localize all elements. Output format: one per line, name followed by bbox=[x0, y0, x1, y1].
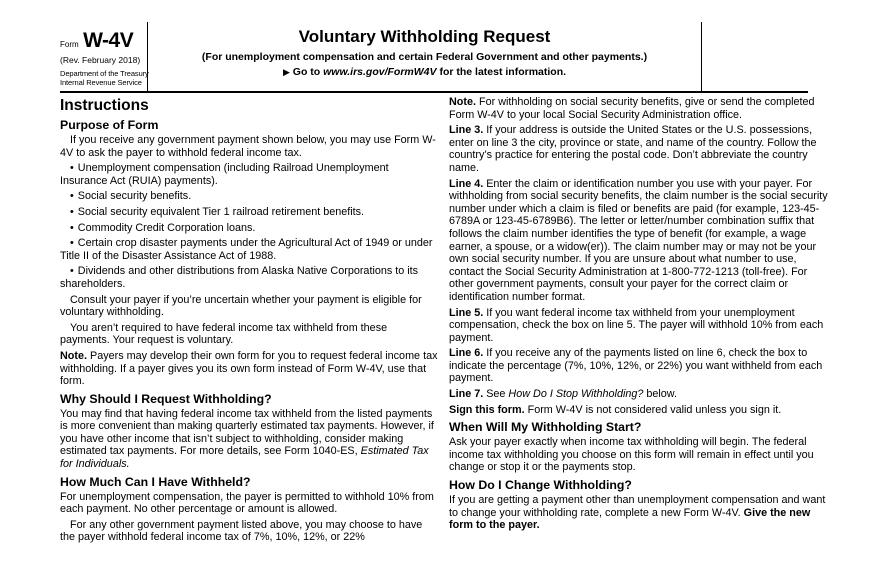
form-number-line bbox=[60, 29, 147, 53]
form-header-empty-cell bbox=[702, 22, 808, 91]
goto-line bbox=[148, 66, 701, 78]
goto-post-text: for the latest information. bbox=[439, 66, 567, 78]
line5-text: If you want federal income tax withheld from your unemployment compensation, check the box on line 5. The payer will withhold 10% from each payment. bbox=[449, 306, 824, 344]
sign-text: Form W-4V is not considered valid unless you sign it. bbox=[527, 403, 782, 416]
form-number: W-4V bbox=[83, 29, 134, 52]
instructions-body bbox=[60, 96, 828, 547]
purpose-intro-paragraph: If you receive any government payment shown below, you may use Form W-4V to ask the payer to withhold federal income tax. bbox=[60, 134, 436, 159]
department-block bbox=[60, 69, 147, 87]
sign-lead: Sign this form. bbox=[449, 403, 525, 416]
line7-cross-reference: How Do I Stop Withholding? bbox=[508, 388, 644, 401]
bullet-icon: • bbox=[70, 205, 74, 218]
goto-url-text: www.irs.gov/FormW4V bbox=[323, 66, 437, 78]
line3-lead: Line 3. bbox=[449, 124, 484, 137]
pub-title-italic: Estimated Tax for Individuals. bbox=[60, 445, 429, 471]
why-request-heading: Why Should I Request Withholding? bbox=[60, 391, 272, 406]
bullet-text: Dividends and other distributions from Alaska Native Corporations to its shareholders. bbox=[60, 265, 419, 290]
bullet-item bbox=[60, 265, 439, 290]
goto-pre-text: Go to bbox=[292, 66, 321, 78]
note-lead: Note. bbox=[60, 349, 87, 362]
bullet-icon: • bbox=[70, 190, 74, 203]
note-text: Payers may develop their own form for you to request federal income tax withholding. If a payer gives you its own form instead of Form W-4V, use that form. bbox=[60, 349, 438, 388]
bullet-text: Social security benefits. bbox=[77, 190, 192, 203]
not-required-paragraph: You aren’t required to have federal income tax withheld from these payments. Your request is voluntary. bbox=[60, 321, 388, 347]
how-much-paragraph-2: For any other government payment listed above, you may choose to have the payer withhold federal income tax of 7%, 10%, 12%, or 22% bbox=[60, 518, 423, 544]
note-lead: Note. bbox=[449, 96, 476, 108]
bullet-item bbox=[60, 222, 439, 235]
form-title-block bbox=[148, 22, 702, 91]
payer-note-paragraph bbox=[60, 350, 439, 388]
ssa-note-paragraph bbox=[449, 96, 828, 121]
why-request-paragraph bbox=[60, 408, 439, 471]
line6-paragraph bbox=[449, 347, 828, 385]
bullet-item bbox=[60, 237, 439, 262]
form-sheet bbox=[60, 22, 828, 547]
bullet-text: Social security equivalent Tier 1 railroad retirement benefits. bbox=[77, 205, 365, 218]
line7-lead: Line 7. bbox=[449, 388, 484, 401]
bullet-icon: • bbox=[70, 162, 74, 175]
change-bold-text: Give the new form to the payer. bbox=[449, 506, 811, 532]
bullet-item bbox=[60, 190, 439, 203]
change-withholding-heading: How Do I Change Withholding? bbox=[449, 478, 632, 493]
agency-line: Internal Revenue Service bbox=[60, 78, 142, 87]
why-text: You may find that having federal income tax withheld from the listed payments is more convenient than making quarterly estimated tax payments. However, if you have other income that isn’t subject to withholding, consider making estimated tax payments. For more details, see Form 1040-ES, bbox=[60, 407, 434, 458]
line6-text: If you receive any of the payments listed on line 6, check the box to indicate the percentage (7%, 10%, 12%, or 22%) you want withheld from each payment. bbox=[449, 347, 823, 385]
line4-lead: Line 4. bbox=[449, 177, 484, 190]
line7-post-text: below. bbox=[646, 388, 677, 401]
line5-paragraph bbox=[449, 307, 828, 345]
department-line: Department of the Treasury bbox=[60, 69, 149, 78]
form-revision: (Rev. February 2018) bbox=[60, 55, 141, 65]
how-much-paragraph-1: For unemployment compensation, the payer is permitted to withhold 10% from each payment. No other percentage or amount is allowed. bbox=[60, 490, 434, 516]
right-arrow-icon: ▶ bbox=[282, 67, 290, 77]
change-withholding-paragraph bbox=[449, 494, 828, 532]
bullet-icon: • bbox=[70, 265, 74, 278]
line3-paragraph bbox=[449, 124, 828, 174]
left-column bbox=[60, 96, 439, 547]
line3-text: If your address is outside the United States or the U.S. possessions, enter on line 3 the city, province or state, and name of the country. Follow the country’s practice for entering the postal code. Don’t abbreviate the country name. bbox=[449, 124, 817, 174]
how-much-heading: How Much Can I Have Withheld? bbox=[60, 474, 251, 489]
sign-form-paragraph bbox=[449, 404, 828, 417]
bullet-text: Commodity Credit Corporation loans. bbox=[77, 221, 256, 234]
withholding-start-heading: When Will My Withholding Start? bbox=[449, 420, 642, 435]
line7-pre-text: See bbox=[486, 388, 506, 401]
line6-lead: Line 6. bbox=[449, 347, 484, 360]
note-text: For withholding on social security benefits, give or send the completed Form W-4V to your local Social Security Administration office. bbox=[449, 96, 815, 121]
bullet-icon: • bbox=[70, 237, 74, 250]
form-title: Voluntary Withholding Request bbox=[298, 27, 551, 46]
bullet-text: Certain crop disaster payments under the Agricultural Act of 1949 or under Title II of the Disaster Assistance Act of 1988. bbox=[60, 237, 433, 262]
line5-lead: Line 5. bbox=[449, 306, 484, 319]
instructions-heading: Instructions bbox=[60, 97, 149, 114]
consult-payer-paragraph: Consult your payer if you’re uncertain whether your payment is eligible for voluntary withholding. bbox=[60, 293, 422, 319]
form-id-block bbox=[60, 22, 148, 91]
bullet-item bbox=[60, 206, 439, 219]
line7-paragraph bbox=[449, 388, 828, 401]
bullet-icon: • bbox=[70, 221, 74, 234]
form-header bbox=[60, 22, 808, 93]
withholding-start-paragraph: Ask your payer exactly when income tax withholding will begin. The federal income tax withholding you choose on this form will remain in effect until you change or stop it or the payments stop. bbox=[449, 436, 814, 474]
right-column bbox=[449, 96, 828, 547]
line4-paragraph bbox=[449, 178, 828, 304]
purpose-of-form-heading: Purpose of Form bbox=[60, 118, 159, 132]
form-subtitle: (For unemployment compensation and certain Federal Government and other payments.) bbox=[201, 51, 648, 63]
bullet-item bbox=[60, 162, 439, 187]
bullet-text: Unemployment compensation (including Railroad Unemployment Insurance Act (RUIA) payments). bbox=[60, 162, 389, 187]
change-text: If you are getting a payment other than unemployment compensation and want to change your withholding rate, complete a new Form W-4V. bbox=[449, 494, 826, 519]
line4-text: Enter the claim or identification number you use with your payer. For withholding from social security benefits, the claim number is the social security number under which a claim is filed or benefits are paid (for example, 123-45-6789A or 123-45-6789B6). The letter or letter/number combination suffix that follows the claim number identifies the type of benefit (for example, a wage earner, a spouse, or a widow(er)). The claim number may or may not be your own social security number. If you are unsure about what number to use, contact the Social Security Administration at 1-800-772-1213 (toll-free). For other government payments, consult your payer for the correct claim or identification number format. bbox=[449, 177, 828, 303]
form-word: Form bbox=[60, 40, 79, 49]
